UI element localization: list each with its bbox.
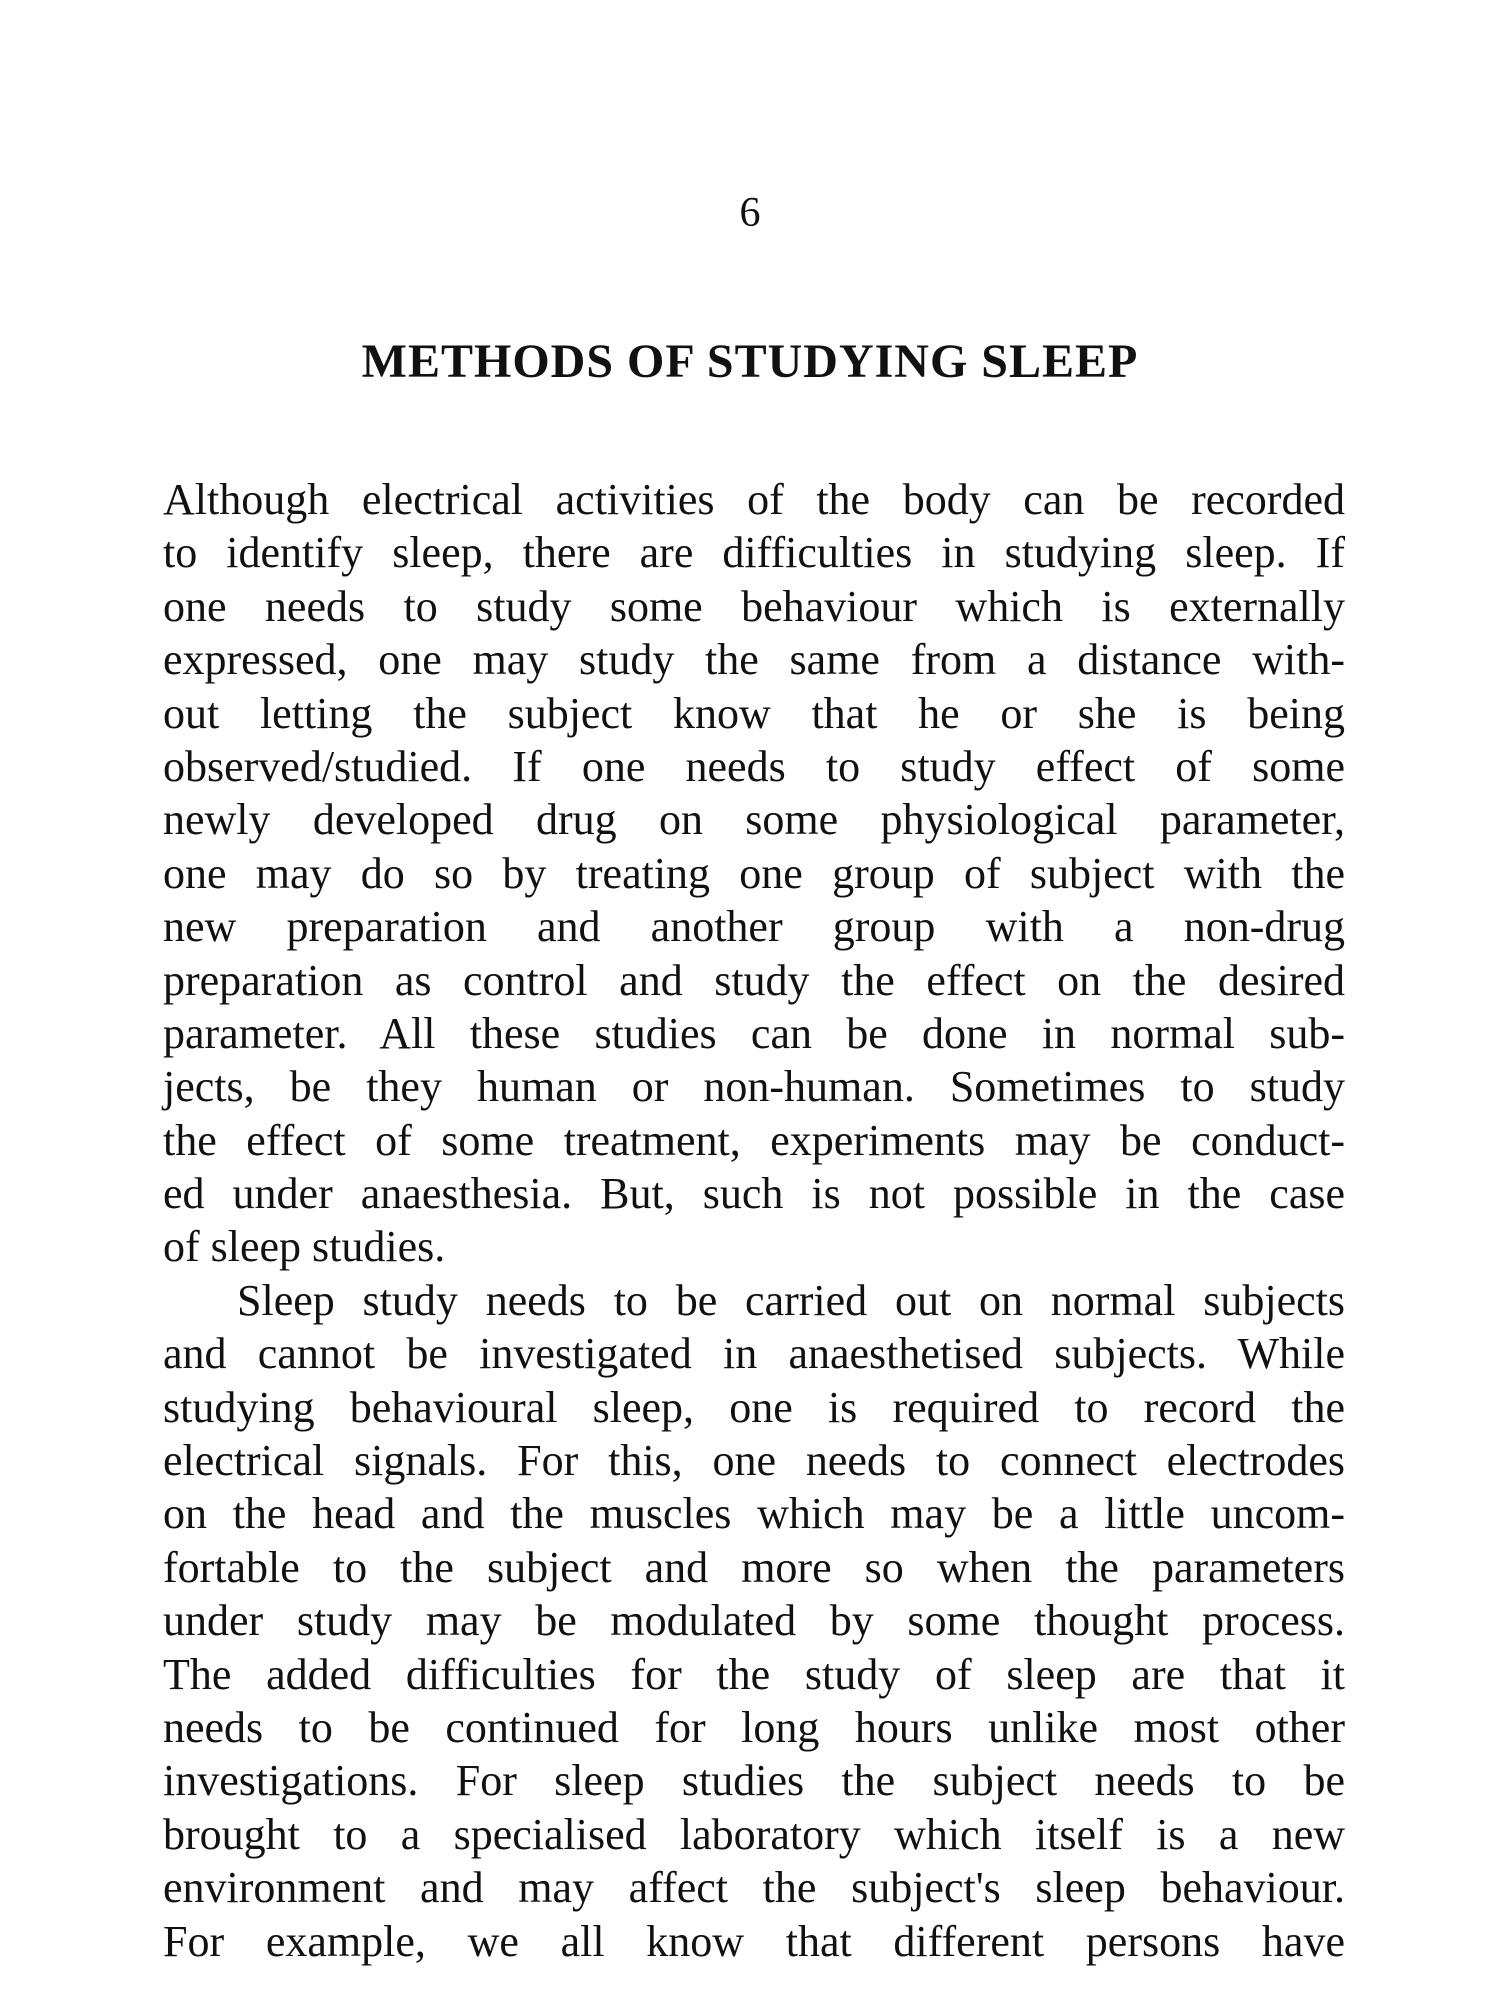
- text-line: preparation as control and study the effect on the desired: [163, 955, 1345, 1005]
- text-line: ed under anaesthesia. But, such is not possible in the case: [163, 1169, 1345, 1219]
- text-line: studying behavioural sleep, one is required to record the: [163, 1382, 1345, 1432]
- text-line: of sleep studies.: [163, 1222, 446, 1272]
- text-line: to identify sleep, there are difficulties in studying sleep. If: [163, 528, 1345, 578]
- text-line: one may do so by treating one group of subject with the: [163, 848, 1345, 898]
- text-line: environment and may affect the subject's sleep behaviour.: [163, 1863, 1345, 1913]
- text-line: For example, we all know that different persons have: [163, 1916, 1345, 1966]
- text-line: Although electrical activities of the body can be recorded: [163, 475, 1345, 524]
- text-line: new preparation and another group with a non-drug: [163, 902, 1345, 952]
- chapter-title: METHODS OF STUDYING SLEEP: [361, 335, 1139, 388]
- text-line: needs to be continued for long hours unlike most other: [163, 1702, 1345, 1752]
- text-line: the effect of some treatment, experiments may be conduct-: [163, 1115, 1345, 1165]
- text-line: on the head and the muscles which may be a little uncom-: [163, 1489, 1345, 1539]
- page-number: 6: [739, 190, 761, 236]
- body-text: [163, 473, 1345, 1968]
- text-line: parameter. All these studies can be done in normal sub-: [163, 1008, 1345, 1058]
- text-line: jects, be they human or non-human. Sometimes to study: [163, 1062, 1345, 1112]
- text-line: brought to a specialised laboratory which itself is a new: [163, 1809, 1345, 1859]
- text-line: investigations. For sleep studies the subject needs to be: [163, 1756, 1345, 1806]
- text-line: fortable to the subject and more so when the parameters: [163, 1542, 1345, 1592]
- text-line: expressed, one may study the same from a distance with-: [163, 635, 1345, 685]
- paragraph-1: [163, 473, 1345, 1274]
- text-line: Sleep study needs to be carried out on normal subjects: [237, 1275, 1345, 1325]
- text-line: newly developed drug on some physiological parameter,: [163, 795, 1345, 845]
- text-line: under study may be modulated by some thought process.: [163, 1596, 1345, 1646]
- text-line: one needs to study some behaviour which is externally: [163, 581, 1345, 631]
- paragraph-2: [163, 1274, 1345, 1968]
- text-line: observed/studied. If one needs to study effect of some: [163, 741, 1345, 791]
- text-line: out letting the subject know that he or she is being: [163, 688, 1345, 738]
- text-line: The added difficulties for the study of sleep are that it: [163, 1649, 1345, 1699]
- text-line: and cannot be investigated in anaesthetised subjects. While: [163, 1329, 1345, 1379]
- text-line: electrical signals. For this, one needs to connect electrodes: [163, 1436, 1345, 1486]
